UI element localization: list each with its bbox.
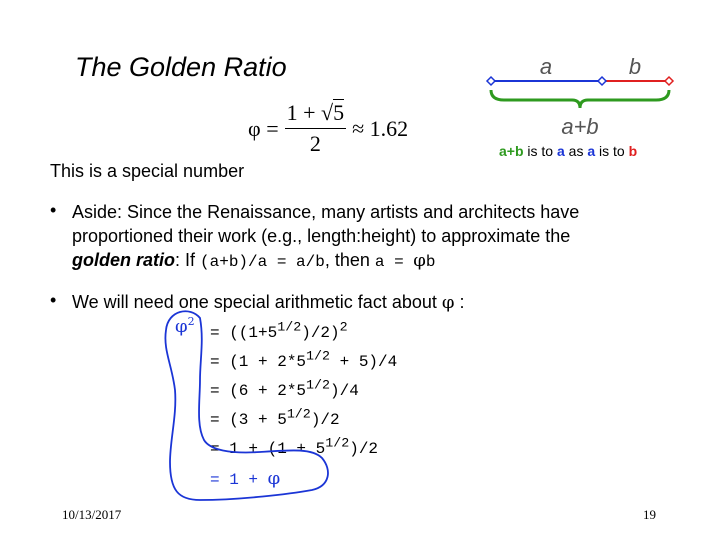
footer-date: 10/13/2017 (62, 507, 122, 522)
derivation-step-final: = 1 + φ (210, 468, 281, 489)
caption-is-to: is to (523, 143, 557, 159)
label-b: b (628, 54, 642, 79)
phi-exponent: 2 (187, 315, 195, 328)
bullet1-if: : If (175, 250, 201, 270)
golden-ratio-term: golden ratio (72, 250, 175, 270)
bullet2-tail: : (454, 292, 465, 312)
caption-as: as (564, 143, 588, 159)
derivation-step: = $(6 + 2*5^{1/2})/4$ (210, 378, 359, 400)
endpoint-right-icon (665, 77, 673, 85)
ratio-caption (499, 143, 637, 159)
numerator-one: 1 + (286, 100, 322, 125)
caption-ab: a+b (499, 143, 524, 159)
bullet1-line1: Aside: Since the Renaissance, many artists and architects have (72, 202, 580, 222)
derivation-step: = $1 + (1 + 5^{1/2})/2$ (210, 436, 379, 458)
brace-icon (491, 90, 669, 108)
caption-a: a (556, 143, 565, 159)
formula-denominator: 2 (309, 131, 321, 156)
sqrt-argument: 5 (333, 100, 345, 125)
bullet1-then: , then (324, 250, 375, 270)
phi-symbol: φ (175, 316, 188, 337)
caption-b: b (628, 143, 638, 159)
label-ab: a+b (561, 114, 599, 139)
bullet1-line2: proportioned their work (e.g., length:height) to approximate the (72, 226, 571, 246)
endpoint-left-icon (487, 77, 495, 85)
formula-lhs: φ = (248, 115, 279, 141)
phi-symbol: φ (441, 292, 455, 313)
caption-is-to-second: is to (595, 143, 629, 159)
derivation-step: = $((1+5^{1/2})/2)^2$ (210, 320, 348, 342)
sqrt-icon: √ (321, 100, 334, 125)
caption-a-second: a (587, 143, 596, 159)
bullet-icon: • (50, 290, 57, 310)
formula-numerator (285, 100, 347, 129)
bullet-icon: • (50, 200, 57, 220)
formula-approx: ≈ 1.62 (352, 115, 409, 141)
formula-fraction (285, 100, 347, 157)
bullet2-text: We will need one special arithmetic fact about (72, 292, 442, 312)
phi-equation-suffix: b (425, 253, 436, 271)
phi-squared-label (175, 316, 195, 337)
label-a: a (539, 54, 553, 79)
endpoint-mid-icon (598, 77, 606, 85)
slide-title: The Golden Ratio (75, 52, 287, 82)
golden-ratio-formula (248, 100, 408, 157)
ratio-equation-code: (a+b)/a = a/b (200, 253, 325, 271)
derivation-step: = $(1 + 2*5^{1/2} + 5)/4$ (210, 349, 398, 371)
bullet1-line3 (72, 248, 672, 274)
intro-text: This is a special number (50, 161, 245, 181)
derivation-step: = $(3 + 5^{1/2})/2$ (210, 407, 340, 429)
page-number: 19 (643, 507, 656, 522)
phi-symbol: φ (413, 250, 426, 271)
derivation-steps (210, 319, 397, 493)
phi-equation-prefix: a = (374, 253, 414, 271)
